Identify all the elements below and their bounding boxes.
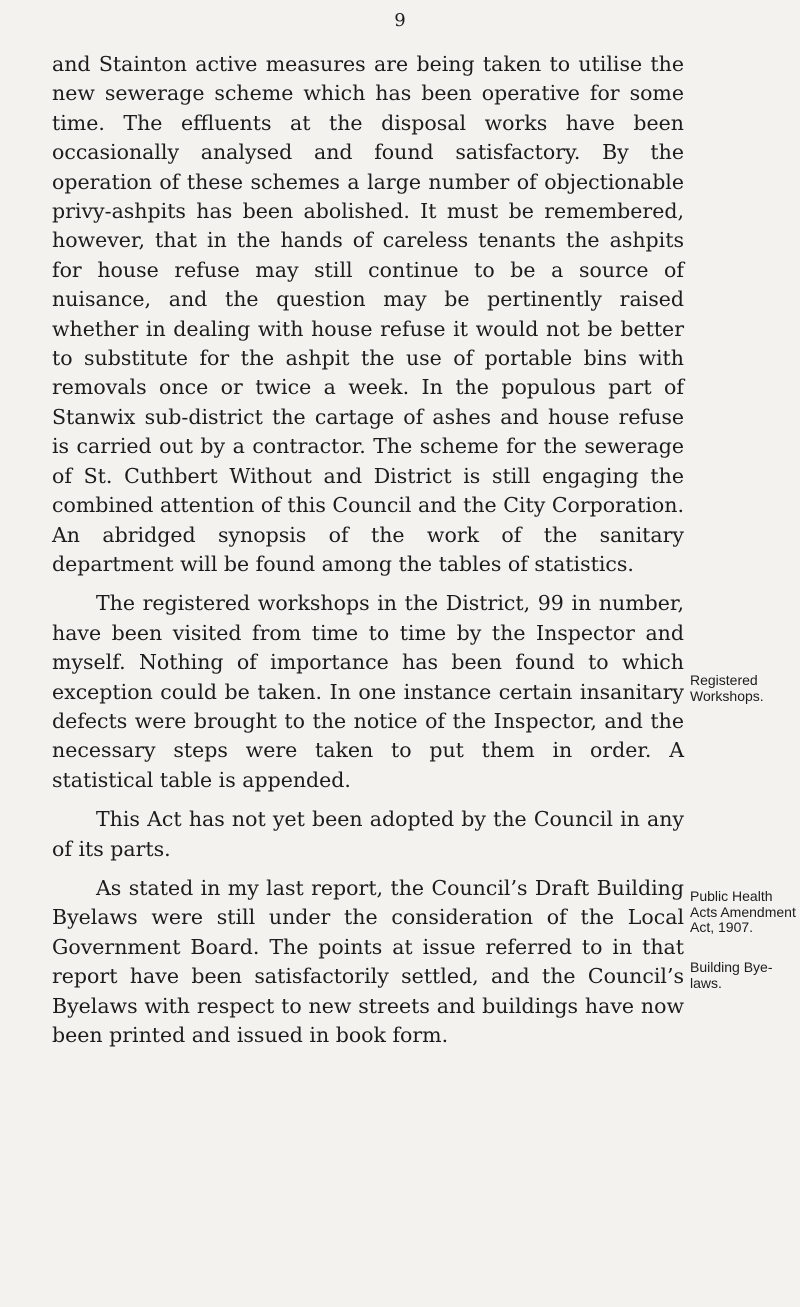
side-note-public-health-act: Public Health Acts Amendment Act, 1907. — [690, 888, 796, 935]
body-text — [52, 50, 684, 1060]
side-note-registered-workshops: Registered Workshops. — [690, 672, 764, 704]
paragraph-building-byelaws: As stated in my last report, the Council’s Draft Building Byelaws were still under the consideration of the Local Government Board. The points at issue referred to in that report have been satisfactorily settled, and the Council’s Byelaws with respect to new streets and buildings have now been printed and issued in book form. — [52, 875, 684, 1047]
paragraph-public-health-act: This Act has not yet been adopted by the Council in any of its parts. — [52, 807, 684, 861]
paragraph-sewerage: and Stainton active measures are being taken to utilise the new sewerage scheme which has been operative for some time. The effluents at the disposal works have been occasionally analysed and found satisfactory. By the operation of these schemes a large number of objectionable privy-ashpits has been abolished. It must be remembered, however, that in the hands of careless tenants the ashpits for house refuse may still continue to be a source of nuisance, and the question may be pertinently raised whether in dealing with house refuse it would not be better to substitute for the ashpit the use of portable bins with removals once or twice a week. In the populous part of Stanwix sub-district the cartage of ashes and house refuse is carried out by a contractor. The scheme for the sewerage of St. Cuthbert Without and District is still engaging the combined attention of this Council and the City Corporation. An abridged synopsis of the work of the sanitary department will be found among the tables of statistics. — [52, 52, 684, 576]
side-note-building-byelaws: Building Bye-laws. — [690, 959, 773, 991]
paragraph-workshops: The registered workshops in the District, 99 in number, have been visited from time to time by the Inspector and myself. Nothing of importance has been found to which exception could be taken. In one instance certain insanitary defects were brought to the notice of the Inspector, and the necessary steps were taken to put them in order. A statistical table is appended. — [52, 591, 684, 792]
page-number: 9 — [394, 10, 406, 31]
